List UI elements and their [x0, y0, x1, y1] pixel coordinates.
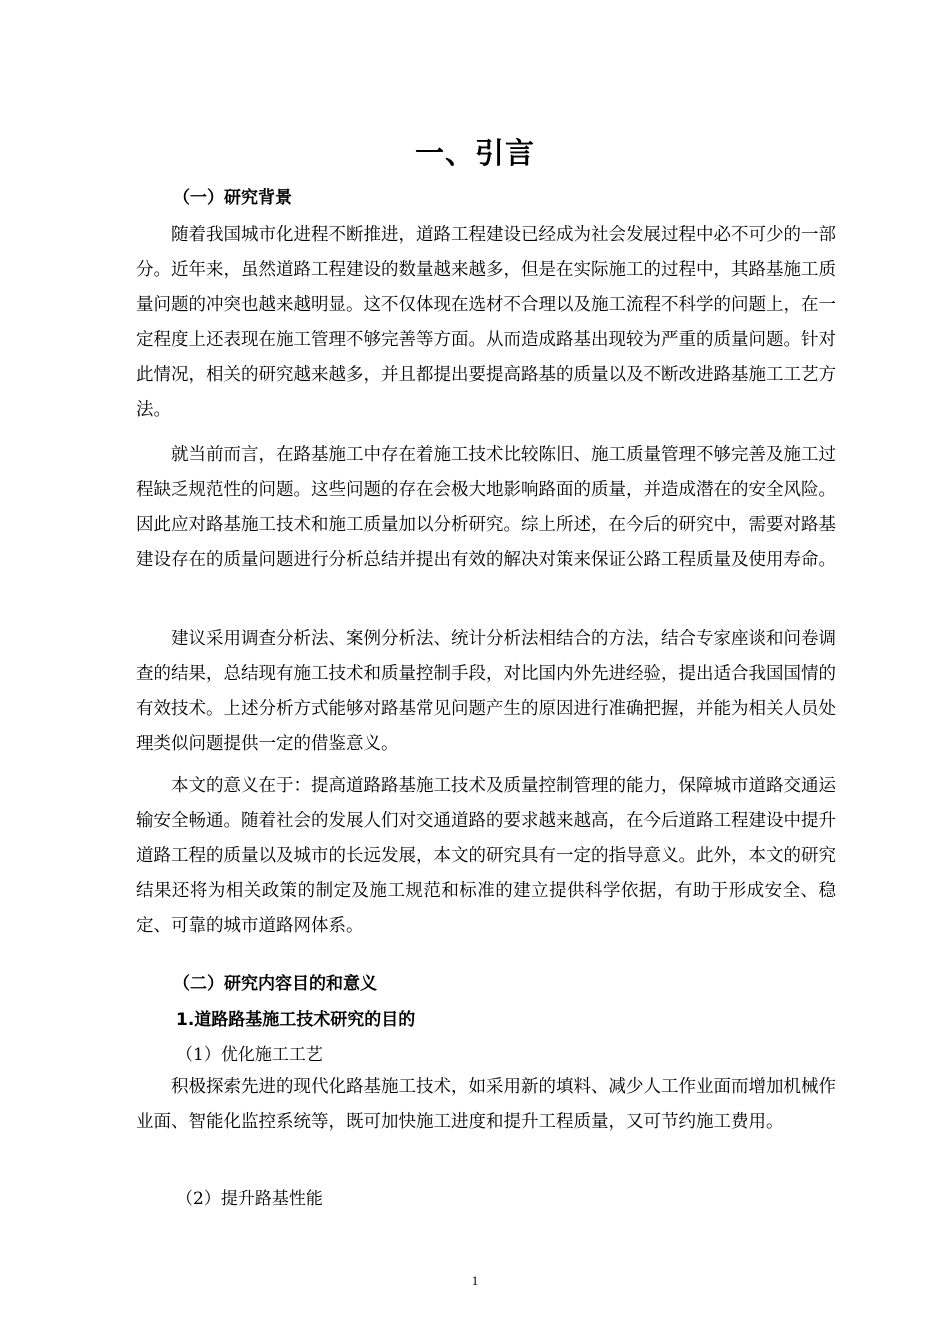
paragraph: 积极探索先进的现代化路基施工技术，如采用新的填料、减少人工作业面而增加机械作业面、智能化监控系统等，既可加快施工进度和提升工程质量，又可节约施工费用。 — [136, 1077, 836, 1132]
item-heading-optimize-process: （1）优化施工工艺 — [176, 1045, 323, 1065]
page-number: 1 — [471, 1273, 479, 1288]
item-heading-improve-performance: （2）提升路基性能 — [176, 1189, 323, 1209]
paragraph: 随着我国城市化进程不断推进，道路工程建设已经成为社会发展过程中必不可少的一部分。近年来，虽然道路工程建设的数量越来越多，但是在实际施工的过程中，其路基施工质量问题的冲突也越来越明显。这不仅体现在选材不合理以及施工流程不科学的问题上，在一定程度上还表现在施工管理不够完善等方面。从而造成路基出现较为严重的质量问题。针对此情况，相关的研究越来越多，并且都提出要提高路基的质量以及不断改进路基施工工艺方法。 — [136, 225, 836, 420]
paragraph: 就当前而言，在路基施工中存在着施工技术比较陈旧、施工质量管理不够完善及施工过程缺乏规范性的问题。这些问题的存在会极大地影响路面的质量，并造成潜在的安全风险。因此应对路基施工技术和施工质量加以分析研究。综上所述，在今后的研究中，需要对路基建设存在的质量问题进行分析总结并提出有效的解决对策来保证公路工程质量及使用寿命。 — [136, 445, 836, 570]
paragraph: 本文的意义在于：提高道路路基施工技术及质量控制管理的能力，保障城市道路交通运输安全畅通。随着社会的发展人们对交通道路的要求越来越高，在今后道路工程建设中提升道路工程的质量以及城市的长远发展，本文的研究具有一定的指导意义。此外，本文的研究结果还将为相关政策的制定及施工规范和标准的建立提供科学依据，有助于形成安全、稳定、可靠的城市道路网体系。 — [136, 776, 836, 936]
section-heading-research-content: （二）研究内容目的和意义 — [173, 974, 377, 994]
page-title: 一、引言 — [414, 136, 535, 170]
paragraph: 建议采用调查分析法、案例分析法、统计分析法相结合的方法，结合专家座谈和问卷调查的结果，总结现有施工技术和质量控制手段，对比国内外先进经验，提出适合我国国情的有效技术。上述分析方式能够对路基常见问题产生的原因进行准确把握，并能为相关人员处理类似问题提供一定的借鉴意义。 — [136, 629, 836, 754]
subsection-heading: 1.道路路基施工技术研究的目的 — [176, 1010, 416, 1030]
section-heading-research-background: （一）研究背景 — [173, 188, 292, 208]
